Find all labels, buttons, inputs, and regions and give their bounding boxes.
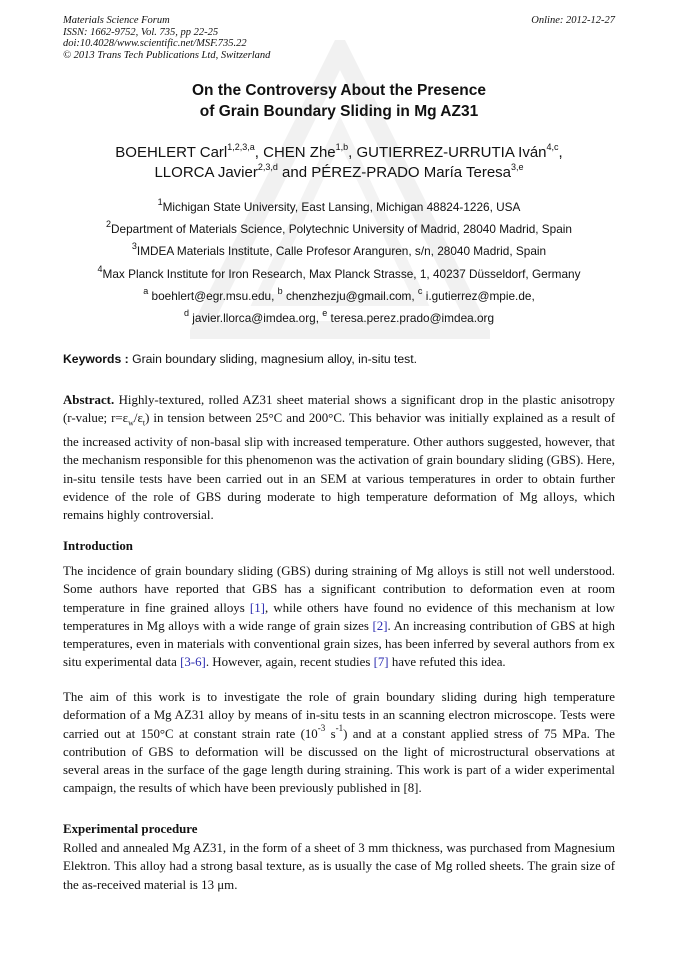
affil-text: Max Planck Institute for Iron Research, Max Planck Strasse, 1, 40237 Düsseldorf, Germany (102, 266, 581, 281)
author-sup: 2,3,d (257, 162, 278, 172)
keywords (63, 352, 615, 366)
email-line-1 (63, 285, 615, 307)
affil-text: IMDEA Materials Institute, Calle Profesor Aranguren, s/n, 28040 Madrid, Spain (136, 244, 547, 259)
introduction-paragraph-1 (63, 562, 615, 672)
author-sup: 4,c (546, 142, 559, 152)
email-link[interactable]: i.gutierrez@mpie.de, (422, 288, 535, 303)
online-date: Online: 2012-12-27 (531, 15, 615, 26)
email-sup: a (143, 285, 149, 296)
affil-sup: 2 (106, 219, 112, 230)
intro-text: . However, again, recent studies (205, 655, 374, 670)
experimental-paragraph: Rolled and annealed Mg AZ31, in the form of a sheet of 3 mm thickness, was purchased from Magnesium Elektron. This alloy had a strong basal texture, as is usually the case of Mg rolled sheets. The grain size of the as-received material is 13 μm. (63, 841, 615, 892)
intro-text: ) and at a constant applied stress of 75 MPa. The contribution of GBS to deformation will be discussed on the light of microstructural observations at several areas in the surface of the gage length during straining. This work is part of a wider experimental campaign, the results of which have been previously published in [8]. (63, 726, 615, 796)
affiliation-3 (63, 240, 615, 262)
doi[interactable]: doi:10.4028/www.scientific.net/MSF.735.22 (63, 38, 247, 49)
citation-link[interactable]: [1] (249, 600, 265, 615)
author-name: LLORCA Javier (154, 164, 258, 181)
email-link[interactable]: chenzhezju@gmail.com, (282, 288, 418, 303)
author-line-1 (63, 143, 615, 163)
email-sup: c (417, 285, 423, 296)
affil-sup: 3 (131, 241, 137, 252)
abstract-sub: t (142, 418, 146, 428)
affiliations (63, 196, 615, 329)
affil-text: Michigan State University, East Lansing, Michigan 48824-1226, USA (162, 200, 521, 214)
email-sup: d (183, 308, 189, 319)
email-link[interactable]: teresa.perez.prado@imdea.org (327, 311, 495, 326)
abstract-text: Highly-textured, rolled AZ31 sheet material shows a significant drop in the plastic anisotropy (r-value; r=ε (63, 393, 615, 426)
abstract-sub: w (128, 418, 134, 428)
copyright: © 2013 Trans Tech Publications Ltd, Switzerland (63, 49, 271, 61)
author-name: , GUTIERREZ-URRUTIA Iván (348, 144, 547, 161)
author-name: , CHEN Zhe (254, 144, 336, 161)
affiliation-1 (63, 196, 615, 218)
author-sup: 3,e (511, 162, 524, 172)
author-sup: 1,2,3,a (227, 142, 255, 152)
email-sup: b (277, 285, 283, 296)
affiliation-4 (63, 263, 615, 285)
introduction-heading: Introduction (63, 539, 133, 553)
author-name: and PÉREZ-PRADO María Teresa (277, 164, 512, 181)
author-line-2 (63, 163, 615, 183)
affil-text: Department of Materials Science, Polytechnic University of Madrid, 28040 Madrid, Spain (111, 222, 572, 237)
title-line-1: On the Controversy About the Presence (192, 82, 486, 99)
abstract-paragraph (63, 391, 615, 525)
experimental-heading: Experimental procedure (63, 822, 198, 836)
author-sep: , (558, 144, 563, 161)
intro-text: , while others have found no evidence of this mechanism at low temperatures in Mg alloys with a wide range of grain sizes (63, 600, 615, 633)
intro-text: The incidence of grain boundary sliding (GBS) during straining of Mg alloys is still not well understood. Some authors have reported that GBS has a significant contribution to deformation even at room temperature in fine grained alloys (63, 564, 615, 615)
abstract-label: Abstract. (63, 393, 115, 407)
keywords-label: Keywords : (63, 352, 129, 366)
affil-sup: 1 (157, 197, 163, 208)
paper-title (63, 80, 615, 122)
author-name: BOEHLERT Carl (115, 144, 228, 161)
keywords-text: Grain boundary sliding, magnesium alloy, in-situ test. (128, 352, 418, 366)
title-line-2: of Grain Boundary Sliding in Mg AZ31 (199, 103, 479, 120)
author-sup: 1,b (335, 142, 349, 152)
intro-text: s (325, 726, 336, 741)
email-sup: e (322, 308, 328, 319)
email-link[interactable]: javier.llorca@imdea.org, (188, 311, 323, 326)
citation-link[interactable]: [7] (373, 655, 389, 670)
intro-text: The aim of this work is to investigate the role of grain boundary sliding during high temperature deformation of a Mg AZ31 alloy by means of in-situ tests in an scanning electron microscope. Tests were carried out at 150°C at constant strain rate (10 (63, 690, 615, 741)
citation-link[interactable]: [2] (372, 618, 388, 633)
journal-header (63, 15, 615, 61)
issn: ISSN: 1662-9752, Vol. 735, pp 22-25 (63, 26, 219, 38)
intro-text: have refuted this idea. (388, 655, 506, 670)
affil-sup: 4 (97, 263, 103, 274)
email-line-2 (63, 307, 615, 329)
intro-sup: -1 (335, 723, 344, 734)
author-list (63, 143, 615, 183)
journal-name: Materials Science Forum (63, 15, 170, 26)
introduction-paragraph-2 (63, 688, 615, 798)
intro-text: . An increasing contribution of GBS at high temperatures, even in materials with conventional grain sizes, has been inferred by several authors from ex situ experimental data (63, 618, 615, 670)
abstract-text: ) in tension between 25°C and 200°C. This behavior was initially explained as a result of the increased activity of non-basal slip with increased temperature. Other authors suggested, however, that the mechanism responsible for this phenomenon was the activation of grain boundary sliding (GBS). Here, in-situ tensile tests have been carried out in an SEM at various temperatures in order to obtain further evidence of the role of GBS during moderate to high temperature deformation of Mg alloys, which remains highly controversial. (63, 411, 615, 523)
intro-sup: -3 (317, 723, 326, 734)
email-link[interactable]: boehlert@egr.msu.edu, (148, 288, 278, 303)
citation-link[interactable]: [3-6] (180, 655, 206, 670)
abstract-text: /ε (133, 411, 143, 426)
affiliation-2 (63, 218, 615, 240)
